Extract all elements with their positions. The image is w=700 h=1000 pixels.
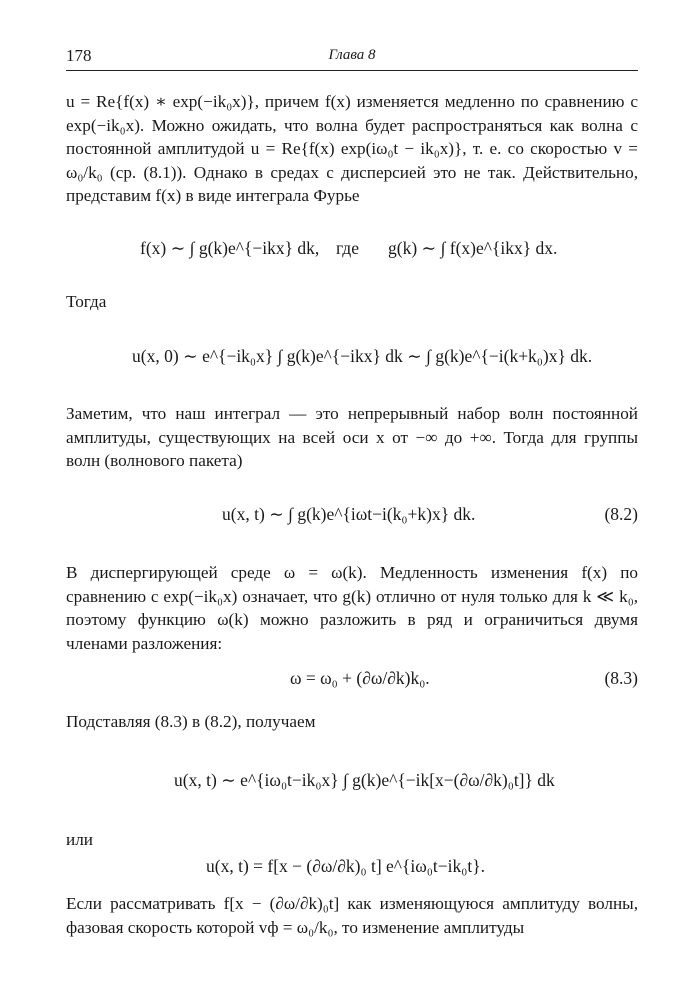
book-page <box>66 0 638 1000</box>
equation-fourier-pair <box>66 232 638 272</box>
paragraph-substituting: Подставляя (8.3) в (8.2), получаем <box>66 712 316 731</box>
equation-number-8-2: (8.2) <box>604 504 638 524</box>
paragraph-integral-note: Заметим, что наш интеграл — это непрерывный набор волн постоянной амплитуды, существующих на всей оси x от −∞ до +∞. Тогда для группы волн (волнового пакета) <box>66 404 638 470</box>
equation-u-x-0-text: u(x, 0) ∼ e^{−ik₀x} ∫ g(k)e^{−ikx} dk ∼ ∫ g(k)e^{−i(k+k₀)x} dk. <box>132 346 593 366</box>
paragraph-or: или <box>66 830 93 849</box>
equation-final-text: u(x, t) = f[x − (∂ω/∂k)₀ t] e^{iω₀t−ik₀t}. <box>206 856 485 876</box>
equation-fourier-left: f(x) ∼ ∫ g(k)e^{−ikx} dk, <box>140 238 320 258</box>
page-number: 178 <box>66 46 92 65</box>
equation-8-3-text: ω = ω₀ + (∂ω/∂k)k₀. <box>290 668 430 688</box>
equation-8-3 <box>66 662 638 698</box>
equation-8-2 <box>66 500 638 540</box>
paragraph-intro: u = Re{f(x) ∗ exp(−ik₀x)}, причем f(x) изменяется медленно по сравнению с exp(−ik₀x). Можно ожидать, что волна будет распространяться как волна с постоянной амплитудой u = Re{f(x) exp(iω₀t − ik₀x)}, т. е. со скоростью v = ω₀/k₀ (ср. (8.1)). Однако в средах с дисперсией это не так. Действительно, представим f(x) в виде интеграла Фурье <box>66 92 638 205</box>
running-header <box>66 44 638 71</box>
equation-final <box>66 848 638 888</box>
equation-8-2-text: u(x, t) ∼ ∫ g(k)e^{iωt−i(k₀+k)x} dk. <box>222 504 476 524</box>
equation-fourier-right: g(k) ∼ ∫ f(x)e^{ikx} dx. <box>388 238 558 258</box>
paragraph-amplitude: Если рассматривать f[x − (∂ω/∂k)₀t] как изменяющуюся амплитуду волны, фазовая скорость которой vф = ω₀/k₀, то изменение амплитуды <box>66 894 638 937</box>
paragraph-togda: Тогда <box>66 292 107 311</box>
equation-number-8-3: (8.3) <box>604 668 638 688</box>
paragraph-dispersive-medium: В диспергирующей среде ω = ω(k). Медленность изменения f(x) по сравнению с exp(−ik₀x) означает, что g(k) отлично от нуля только для k ≪ k₀, поэтому функцию ω(k) можно разложить в ряд и ограничиться двумя членами разложения: <box>66 563 638 653</box>
word-gde: где <box>336 238 359 258</box>
equation-u-x-0 <box>66 340 638 380</box>
chapter-title: Глава 8 <box>328 47 376 63</box>
equation-substitution <box>66 766 638 806</box>
equation-substitution-text: u(x, t) ∼ e^{iω₀t−ik₀x} ∫ g(k)e^{−ik[x−(∂ω/∂k)₀t]} dk <box>174 770 555 790</box>
